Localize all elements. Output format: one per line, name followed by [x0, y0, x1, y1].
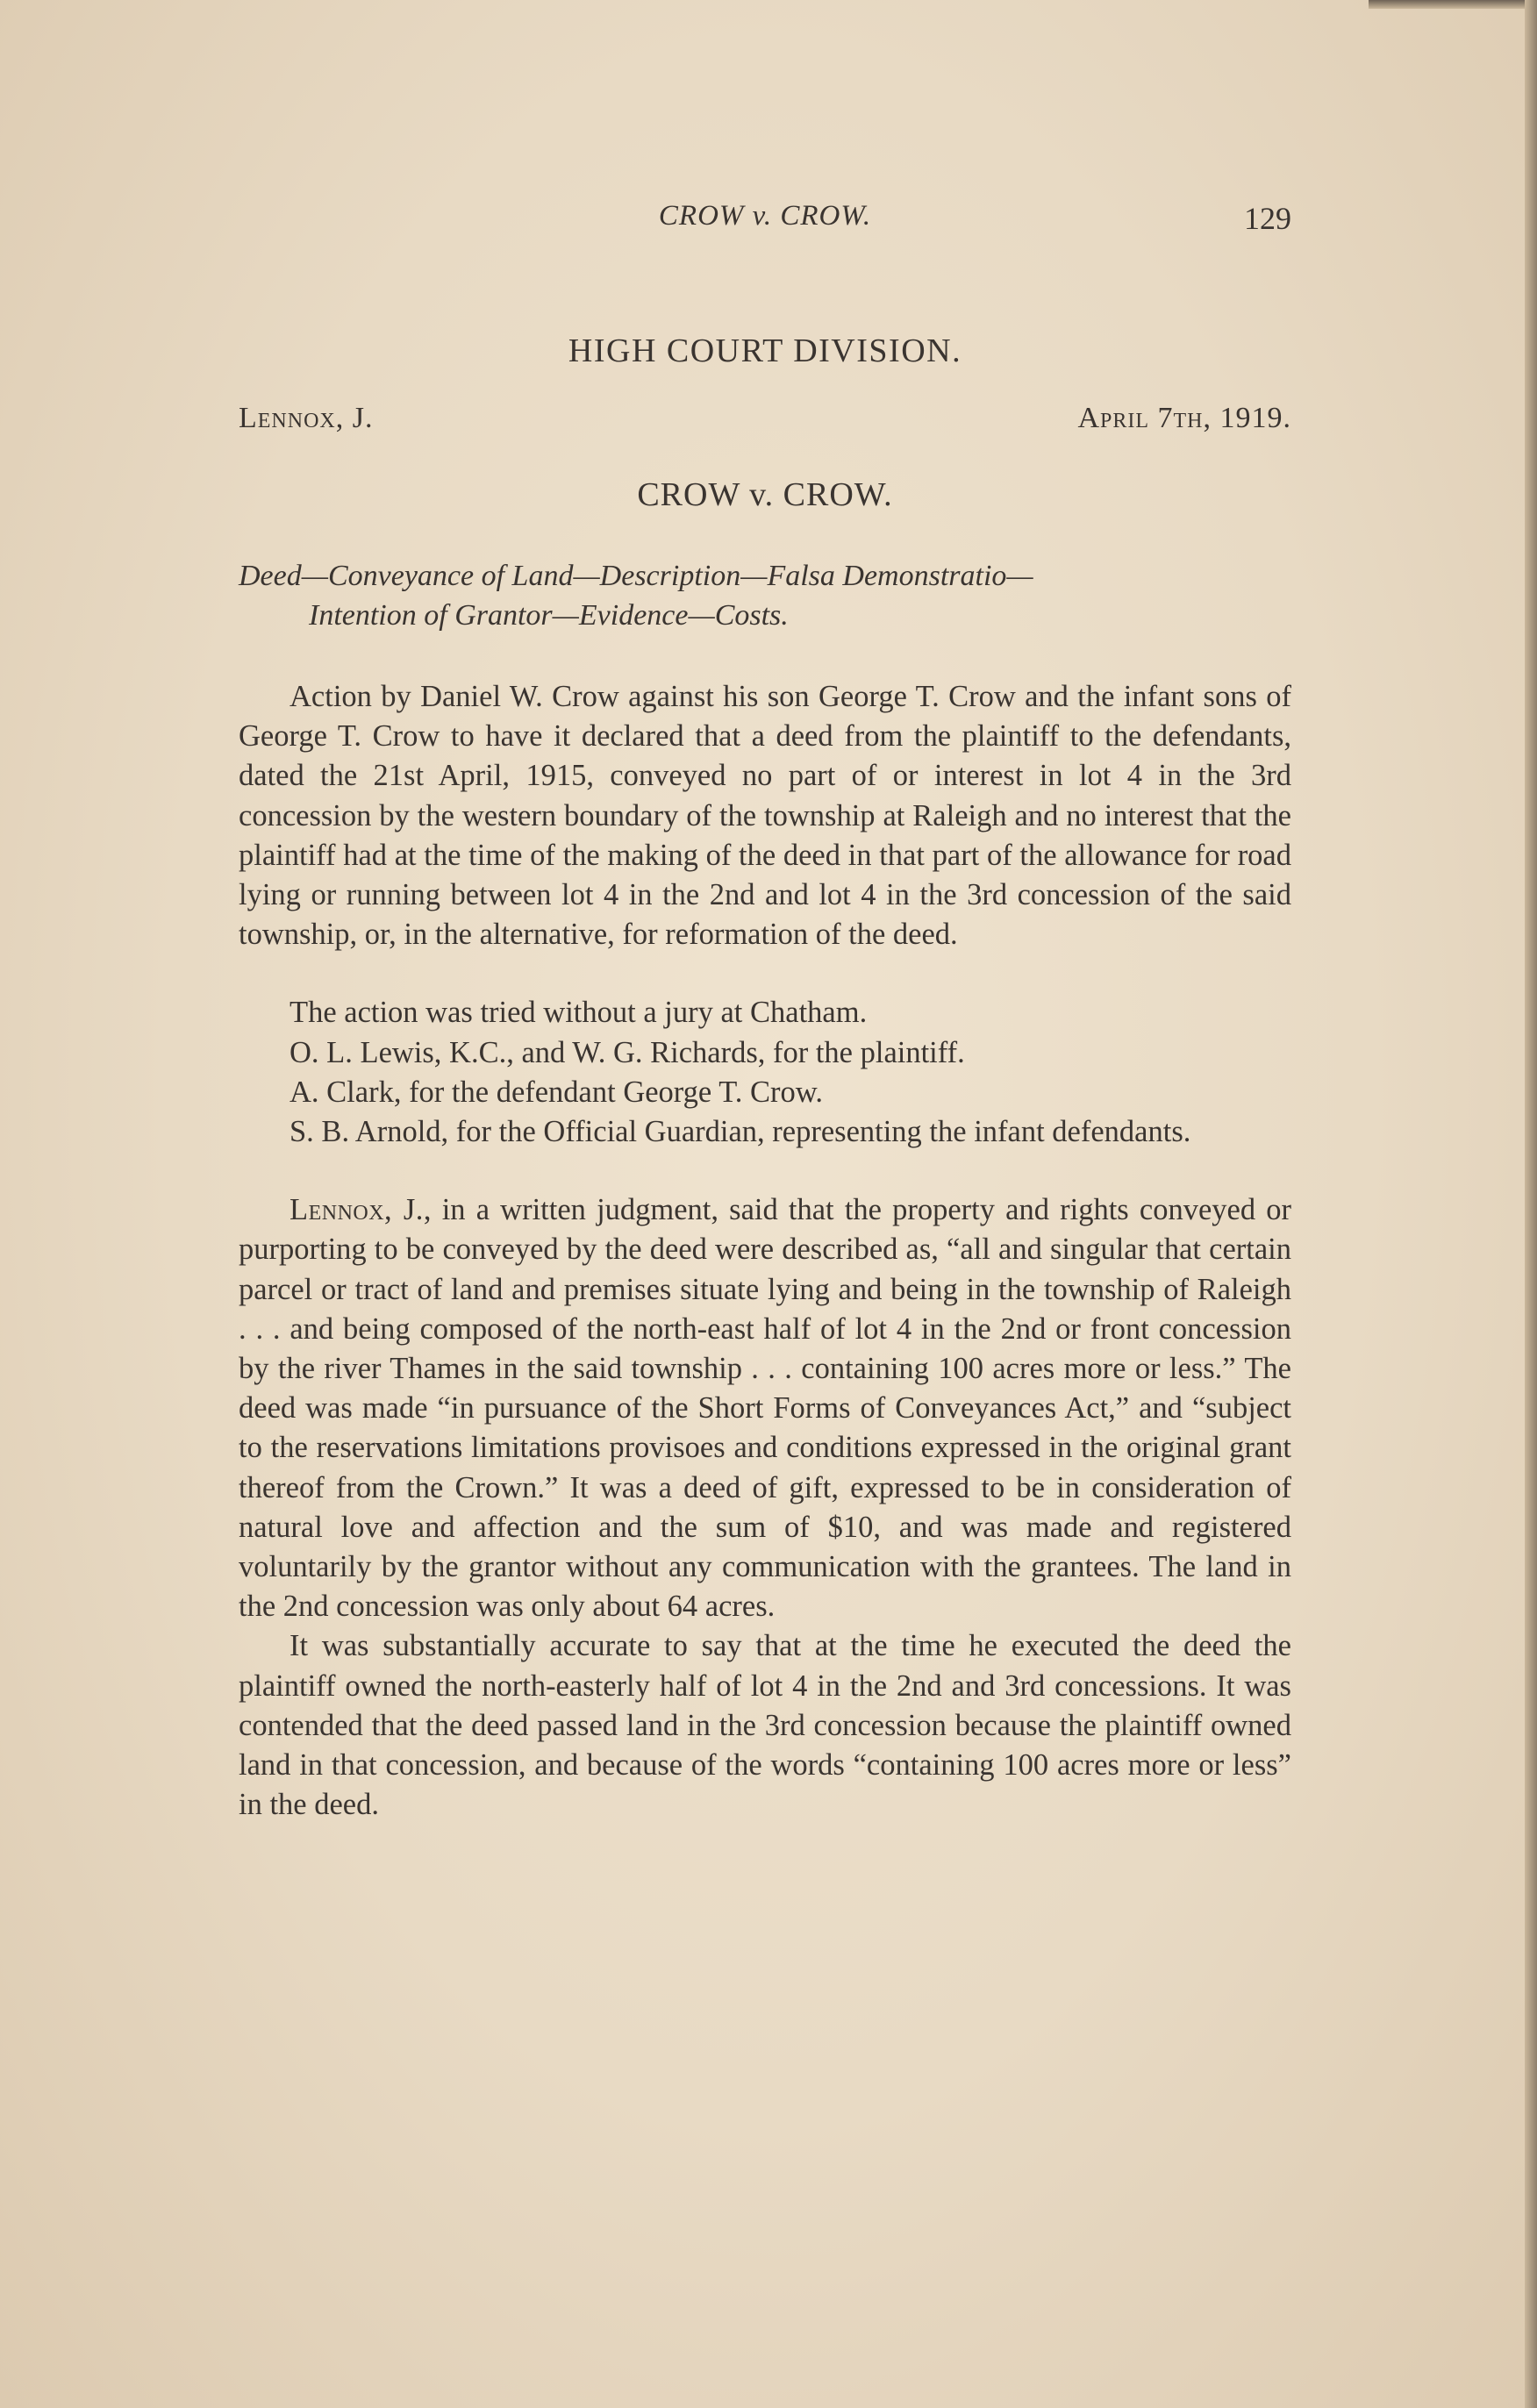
- headnote-line-1: Deed—Conveyance of Land—Description—Falsa Demonstratio—: [239, 560, 1033, 592]
- text-column: [239, 200, 1291, 1825]
- judgment-paragraph-1-text: , in a written judgment, said that the property and rights conveyed or purporting to be conveyed by the deed were described as, “all and singular that certain parcel or tract of land and premises situate lying and being in the township of Raleigh . . . and being composed of the north-east half of lot 4 in the 2nd or front concession by the river Thames in the said township . . . containing 100 acres more or less.” The deed was made “in pursuance of the Short Forms of Conveyances Act,” and “subject to the reservations limitations provisoes and conditions expressed in the original grant thereof from the Crown.” It was a deed of gift, expressed to be in consideration of natural love and affection and the sum of $10, and was made and registered voluntarily by the grantor without any communication with the grantees. The land in the 2nd concession was only about 64 acres.: [239, 1193, 1291, 1624]
- judgment-paragraph-1: [239, 1190, 1291, 1626]
- headnote: [239, 556, 1291, 635]
- trial-venue: The action was tried without a jury at Chatham.: [290, 996, 868, 1030]
- judge-date-line: [239, 402, 1291, 444]
- page-edge-top: [1369, 0, 1537, 9]
- counsel-guardian: S. B. Arnold, for the Official Guardian, representing the infant defendants.: [290, 1115, 1191, 1149]
- judgment-judge-name: Lennox, J.: [290, 1193, 424, 1227]
- judgment-date: April 7th, 1919.: [1077, 402, 1291, 434]
- case-title: CROW v. CROW.: [637, 476, 893, 513]
- counsel-plaintiff: O. L. Lewis, K.C., and W. G. Richards, for the plaintiff.: [290, 1035, 965, 1069]
- headnote-line-2: Intention of Grantor—Evidence—Costs.: [309, 599, 789, 632]
- judgment-paragraph-2: It was substantially accurate to say that at the time he executed the deed the plaintiff owned the north-easterly half of lot 4 in the 2nd and 3rd concessions. It was contended that the deed passed land in the 3rd concession because the plaintiff owned land in that concession, and because of the words “containing 100 acres more or less” in the deed.: [239, 1629, 1291, 1822]
- counsel-defendant: A. Clark, for the defendant George T. Crow.: [290, 1075, 824, 1109]
- statement-of-action: Action by Daniel W. Crow against his son George T. Crow and the infant sons of George T. Crow to have it declared that a deed from the plaintiff to the defendants, dated the 21st April, 1915, conveyed no part of or interest in lot 4 in the 3rd concession by the western boundary of the township at Raleigh and no interest that the plaintiff had at the time of the making of the deed in that part of the allowance for road lying or running between lot 4 in the 2nd and lot 4 in the 3rd concession of the said township, or, in the alternative, for reformation of the deed.: [239, 680, 1291, 952]
- running-head-title: CROW v. CROW.: [658, 200, 872, 232]
- judge-name: Lennox, J.: [239, 402, 374, 434]
- page-edge-right: [1525, 0, 1537, 2408]
- running-head: [239, 200, 1291, 244]
- page-number: 129: [1244, 201, 1291, 236]
- division-heading: HIGH COURT DIVISION.: [568, 332, 962, 369]
- trial-details: [239, 993, 1291, 1152]
